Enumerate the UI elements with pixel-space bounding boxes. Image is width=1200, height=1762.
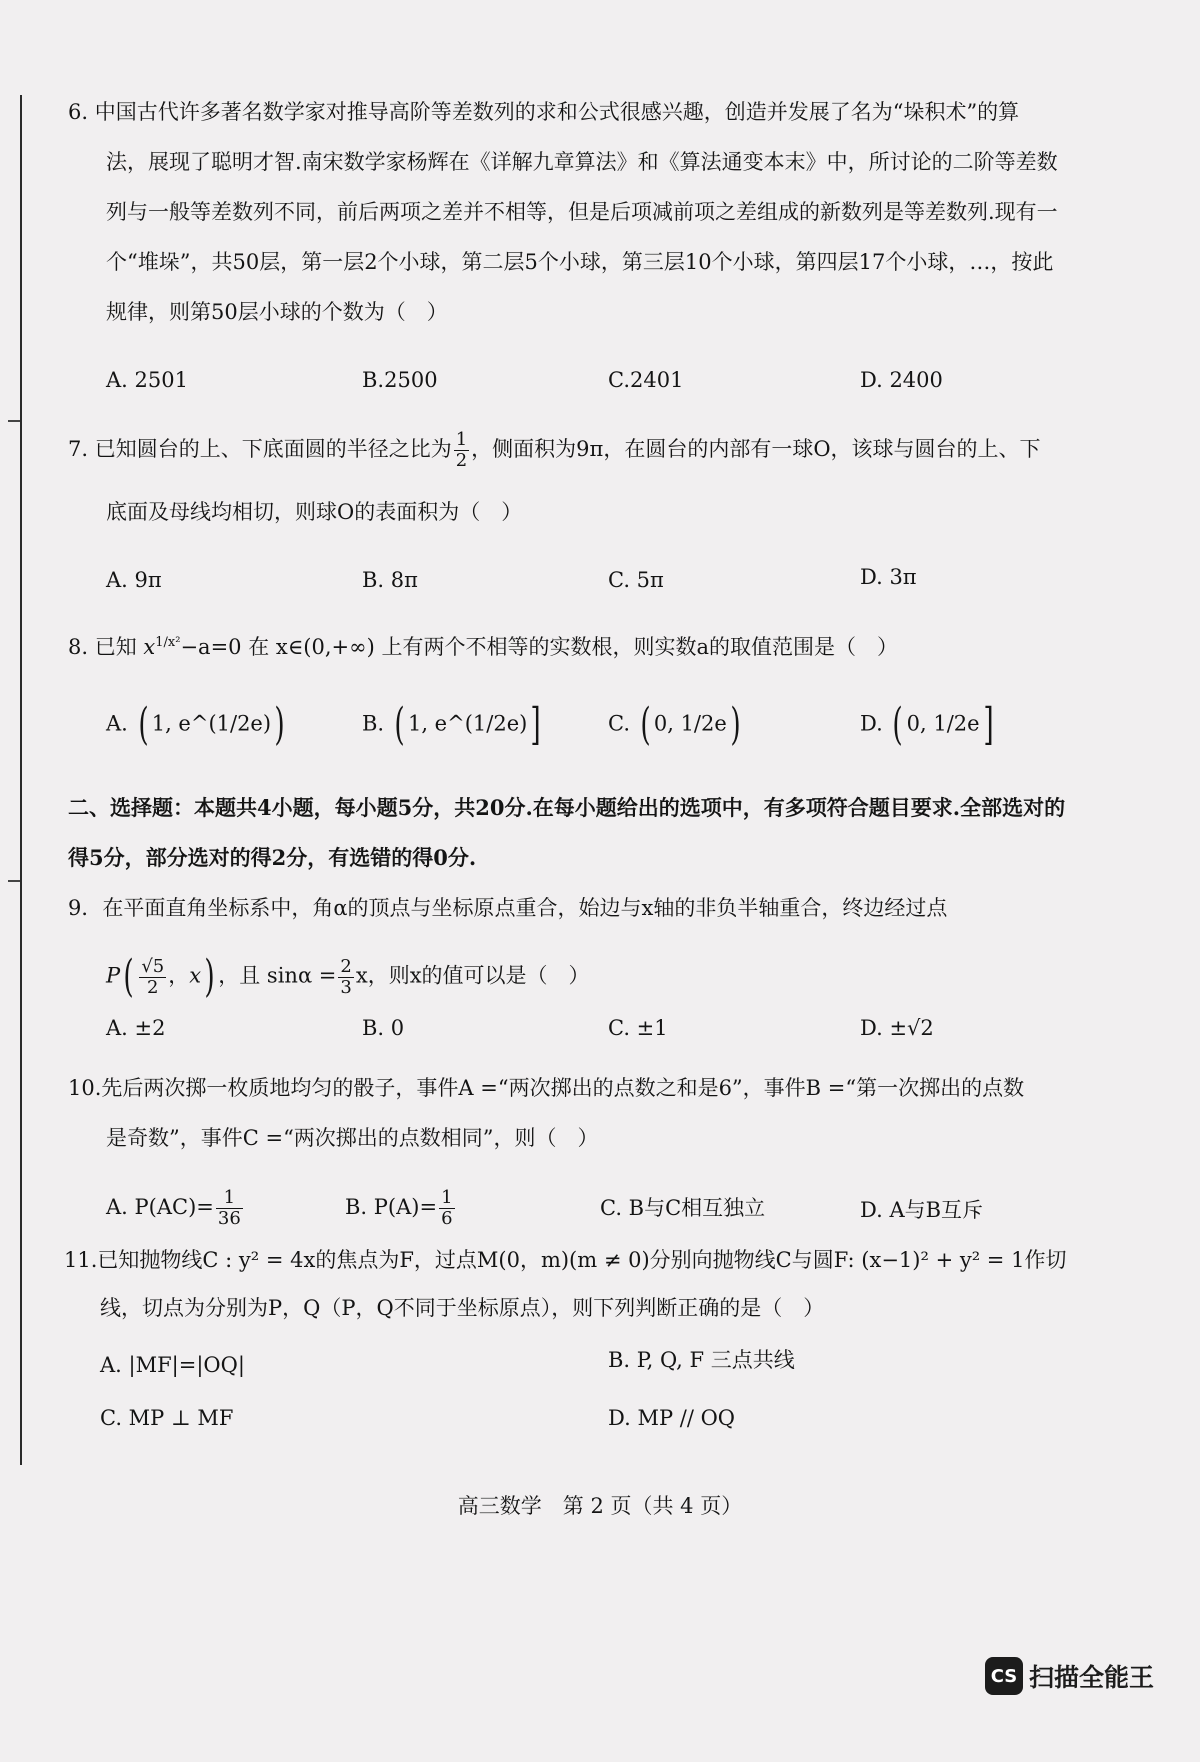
q9-frac-num: 2: [340, 955, 352, 977]
q8-option-a-content: 1, e^(1/2e): [151, 711, 272, 736]
section-2-line-1: 二、选择题：本题共4小题，每小题5分，共20分.在每小题给出的选项中，有多项符合题目要求.全部选对的: [68, 795, 1066, 820]
q9-point-x: x: [189, 963, 202, 988]
q8-option-d-content: 0, 1/2e: [906, 711, 980, 736]
q11-line-1: 11.已知抛物线C : y² = 4x的焦点为F，过点M(0，m)(m ≠ 0)分别向抛物线C与圆F: (x−1)² + y² = 1作切: [64, 1248, 1067, 1272]
q9-point-p: P: [106, 963, 121, 988]
q9-condition-tail: x，则x的值可以是（ ）: [355, 963, 590, 988]
close-paren-icon: ): [274, 699, 285, 750]
binding-margin-line: [20, 95, 22, 1465]
q9-condition: ，且 sinα =: [218, 963, 337, 988]
q8-line-1: [68, 628, 898, 662]
open-paren-icon: (: [123, 951, 134, 1002]
q8-condition: −a=0 在 x∈(0,+∞) 上有两个不相等的实数根，则实数a的取值范围是（ ）: [180, 635, 898, 659]
q8-option-b: [362, 700, 545, 750]
close-bracket-icon: ]: [982, 699, 994, 750]
open-paren-icon: (: [892, 699, 904, 750]
q9-option-d: D. ±√2: [860, 1016, 934, 1040]
q10-option-d: D. A与B互斥: [860, 1198, 984, 1222]
q7-fraction: [454, 430, 469, 471]
margin-tick: [8, 880, 20, 882]
q10-option-a: [106, 1188, 245, 1229]
q10-option-a-text: A. P(AC)=: [106, 1195, 214, 1219]
margin-tick: [8, 420, 20, 422]
q8-option-c: [608, 700, 744, 750]
scanner-watermark: [985, 1655, 1154, 1697]
q8-option-d-label: D.: [860, 711, 883, 736]
q7-line-2: 底面及母线均相切，则球O的表面积为（ ）: [106, 500, 523, 524]
q7-line-1: [68, 430, 1041, 471]
q10-line-1: 10.先后两次掷一枚质地均匀的骰子，事件A =“两次掷出的点数之和是6”，事件B =“第一次掷出的点数: [68, 1076, 1025, 1100]
close-paren-icon: ): [204, 951, 215, 1002]
q7-option-a: A. 9π: [106, 568, 162, 592]
q7-option-b: B. 8π: [362, 568, 418, 592]
q7-line-1-tail: ，侧面积为9π，在圆台的内部有一球O，该球与圆台的上、下: [471, 437, 1041, 461]
q6-line-5: 规律，则第50层小球的个数为（ ）: [106, 300, 448, 324]
camscanner-label: 扫描全能王: [1029, 1663, 1155, 1692]
page-footer: 高三数学 第 2 页（共 4 页）: [457, 1494, 743, 1518]
open-paren-icon: (: [137, 699, 149, 750]
q11-option-b: B. P, Q, F 三点共线: [608, 1348, 795, 1372]
q6-option-c: C.2401: [608, 368, 684, 392]
q9-coord-fraction: [139, 957, 166, 998]
q8-option-c-content: 0, 1/2e: [653, 711, 727, 736]
q9-frac-den: 3: [340, 976, 352, 998]
q9-option-b: B. 0: [362, 1016, 405, 1040]
q11-option-a: A. |MF|=|OQ|: [100, 1353, 245, 1377]
section-2-line-2: 得5分，部分选对的得2分，有选错的得0分.: [68, 845, 477, 870]
q8-exponent: 1/x²: [155, 635, 181, 650]
q8-prefix: 8. 已知: [68, 635, 137, 659]
q11-option-c: C. MP ⊥ MF: [100, 1406, 234, 1430]
q7-option-c: C. 5π: [608, 568, 664, 592]
q10-option-b-fraction: [439, 1188, 454, 1229]
q8-option-a: [106, 700, 288, 750]
q6-option-b: B.2500: [362, 368, 438, 392]
q6-line-1: 6. 中国古代许多著名数学家对推导高阶等差数列的求和公式很感兴趣，创造并发展了名为“垛积术”的算: [68, 100, 1020, 124]
q6-line-2: 法，展现了聪明才智.南宋数学家杨辉在《详解九章算法》和《算法通变本末》中，所讨论的二阶等差数: [106, 150, 1058, 174]
q9-line-2: P( $\frac{√5}{2}$ ，x) ，且 sinα = $\frac{2}{3}$ x，则x的值可以是（ ）: [106, 951, 590, 1002]
q8-base-x: x: [143, 635, 156, 659]
q10-a-den: 36: [217, 1208, 241, 1229]
q10-b-num: 1: [441, 1187, 453, 1208]
q9-option-c: C. ±1: [608, 1016, 668, 1040]
open-bracket-icon: (: [394, 699, 405, 750]
q6-line-4: 个“堆垛”，共50层，第一层2个小球，第二层5个小球，第三层10个小球，第四层17个小球，…，按此: [106, 250, 1054, 274]
camscanner-logo-icon: CS: [985, 1657, 1023, 1695]
q10-option-c: C. B与C相互独立: [600, 1196, 766, 1220]
q9-option-a: A. ±2: [106, 1016, 166, 1040]
q8-option-a-label: A.: [106, 711, 128, 736]
q10-option-b-text: B. P(A)=: [345, 1195, 438, 1219]
q10-line-2: 是奇数”，事件C =“两次掷出的点数相同”，则（ ）: [106, 1126, 599, 1150]
q6-option-a: A. 2501: [106, 368, 188, 392]
q7-frac-num: 1: [455, 429, 468, 450]
q7-line-1-text: 7. 已知圆台的上、下底面圆的半径之比为: [68, 437, 452, 461]
q8-option-c-label: C.: [608, 711, 630, 736]
open-paren-icon: (: [640, 699, 651, 750]
q8-option-d: [860, 700, 997, 750]
q9-two: 2: [147, 976, 159, 998]
close-bracket-icon: ]: [530, 699, 542, 750]
q10-b-den: 6: [441, 1208, 453, 1229]
q11-line-2: 线，切点为分别为P，Q（P，Q不同于坐标原点），则下列判断正确的是（ ）: [100, 1296, 825, 1320]
q7-option-d: D. 3π: [860, 565, 917, 589]
q6-line-3: 列与一般等差数列不同，前后两项之差并不相等，但是后项减前项之差组成的新数列是等差数列.现有一: [106, 200, 1058, 224]
close-paren-icon: ): [730, 699, 741, 750]
q7-frac-den: 2: [455, 450, 468, 471]
q9-line-1: 9．在平面直角坐标系中，角α的顶点与坐标原点重合，始边与x轴的非负半轴重合，终边经过点: [68, 896, 948, 920]
q10-option-a-fraction: [216, 1188, 243, 1229]
q10-a-num: 1: [216, 1188, 243, 1209]
q6-option-d: D. 2400: [860, 368, 943, 392]
q9-sqrt5: √5: [141, 955, 165, 977]
q10-option-b: [345, 1188, 457, 1229]
q8-option-b-label: B.: [362, 711, 385, 736]
q9-fraction: [338, 957, 353, 998]
q11-option-d: D. MP // OQ: [608, 1406, 736, 1430]
q8-option-b-content: 1, e^(1/2e): [407, 711, 528, 736]
